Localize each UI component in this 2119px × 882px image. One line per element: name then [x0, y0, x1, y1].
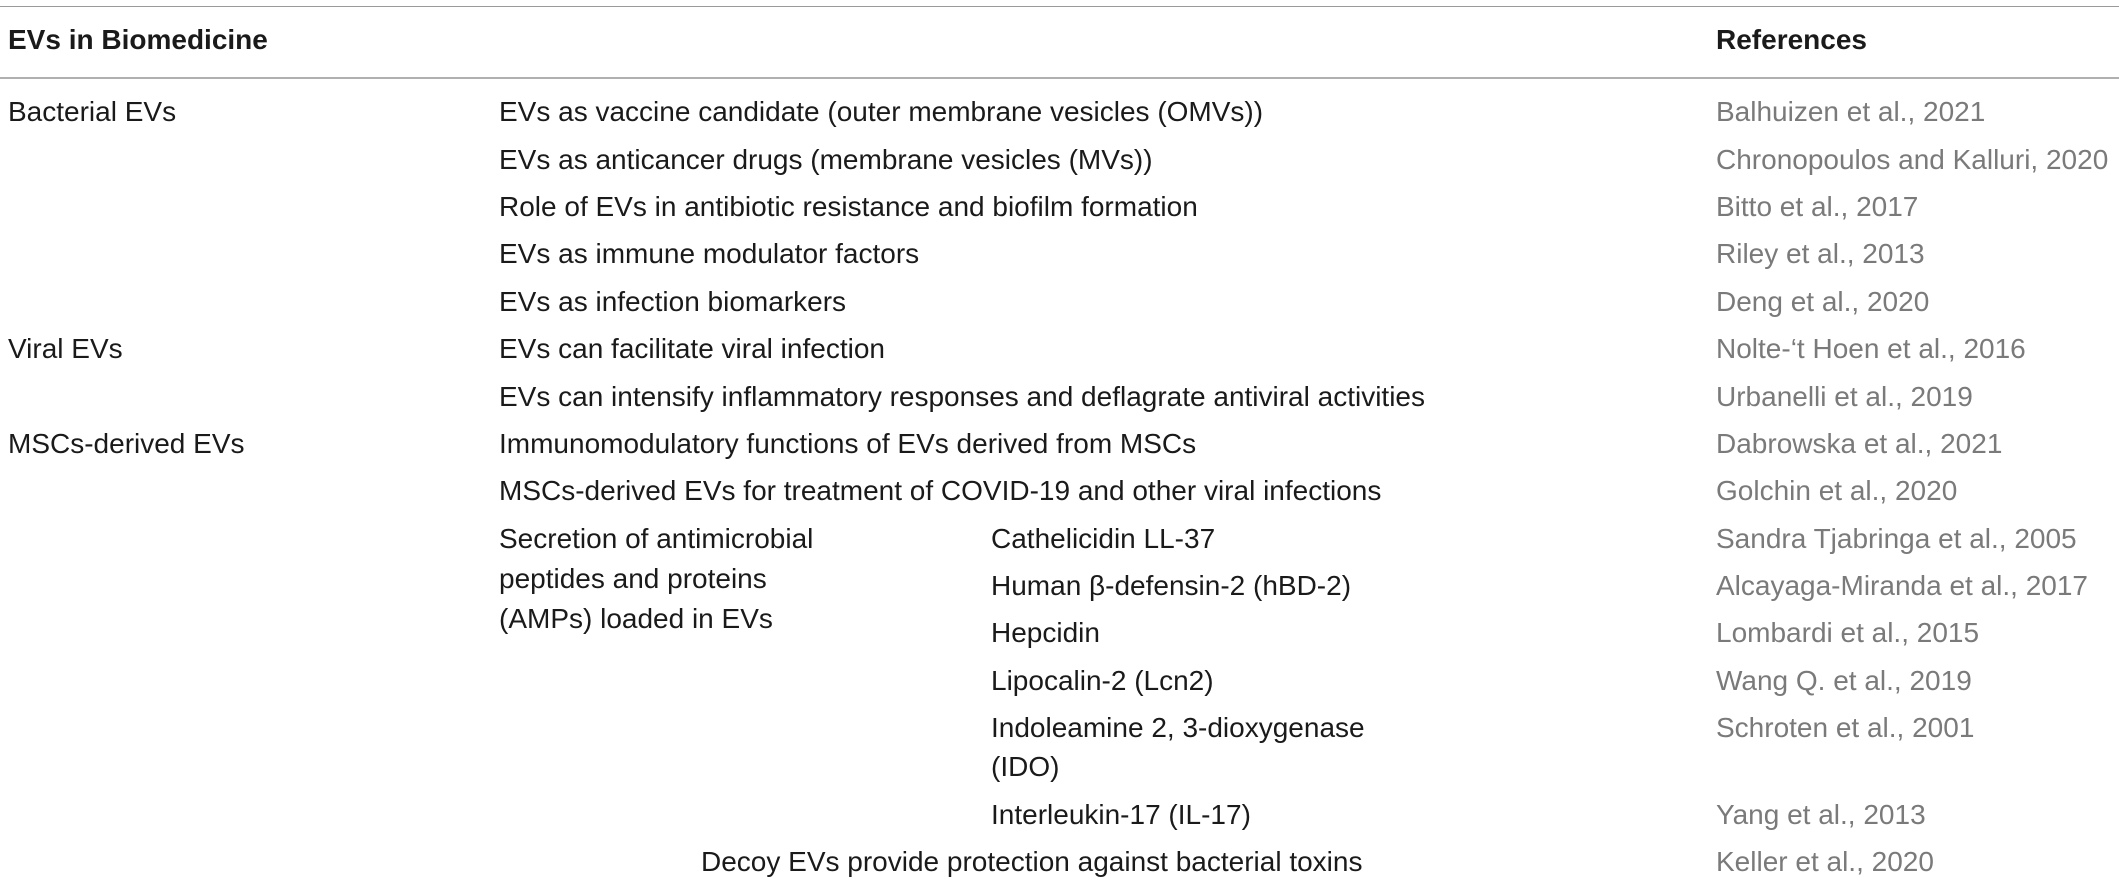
row-description: Role of EVs in antibiotic resistance and biofilm formation: [499, 191, 1198, 222]
row-description: EVs as anticancer drugs (membrane vesicles (MVs)): [499, 144, 1153, 175]
row-reference: Nolte-‘t Hoen et al., 2016: [1716, 333, 2026, 364]
amp-reference: Alcayaga-Miranda et al., 2017: [1716, 570, 2088, 601]
amp-reference: Lombardi et al., 2015: [1716, 617, 1980, 648]
amp-reference: Wang Q. et al., 2019: [1716, 665, 1972, 696]
amp-item: Hepcidin: [991, 617, 1100, 648]
row-reference: Bitto et al., 2017: [1716, 191, 1919, 222]
header-topic: EVs in Biomedicine: [8, 24, 268, 55]
decoy-reference: Keller et al., 2020: [1716, 846, 1934, 877]
amp-group-label-line: peptides and proteins: [499, 563, 767, 594]
row-description: Immunomodulatory functions of EVs derived from MSCs: [499, 428, 1197, 459]
amp-reference: Schroten et al., 2001: [1716, 712, 1975, 743]
amp-group-label-line: (AMPs) loaded in EVs: [499, 603, 773, 634]
category-bacterial: Bacterial EVs: [8, 96, 177, 127]
row-description: EVs can intensify inflammatory responses and deflagrate antiviral activities: [499, 381, 1425, 412]
amp-item: Human β-defensin-2 (hBD-2): [991, 570, 1352, 601]
top-rule: [0, 6, 2119, 7]
row-reference: Chronopoulos and Kalluri, 2020: [1716, 144, 2109, 175]
row-reference: Deng et al., 2020: [1716, 286, 1930, 317]
row-reference: Dabrowska et al., 2021: [1716, 428, 2003, 459]
row-reference: Balhuizen et al., 2021: [1716, 96, 1986, 127]
amp-item: Indoleamine 2, 3-dioxygenase: [991, 712, 1365, 743]
row-description: EVs as immune modulator factors: [499, 238, 920, 269]
row-reference: Riley et al., 2013: [1716, 238, 1925, 269]
amp-item: (IDO): [991, 751, 1060, 782]
amp-reference: Yang et al., 2013: [1716, 799, 1926, 830]
row-description: MSCs-derived EVs for treatment of COVID-19 and other viral infections: [499, 475, 1382, 506]
category-mscs: MSCs-derived EVs: [8, 428, 245, 459]
amp-item: Cathelicidin LL-37: [991, 523, 1216, 554]
row-description: EVs as infection biomarkers: [499, 286, 847, 317]
row-reference: Golchin et al., 2020: [1716, 475, 1958, 506]
row-description: EVs as vaccine candidate (outer membrane vesicles (OMVs)): [499, 96, 1264, 127]
amp-item: Lipocalin-2 (Lcn2): [991, 665, 1214, 696]
amp-group-label-line: Secretion of antimicrobial: [499, 523, 814, 554]
category-viral: Viral EVs: [8, 333, 123, 364]
amp-reference: Sandra Tjabringa et al., 2005: [1716, 523, 2077, 554]
header-rule: [0, 77, 2119, 79]
row-description: EVs can facilitate viral infection: [499, 333, 885, 364]
header-references: References: [1716, 24, 1867, 55]
decoy-description: Decoy EVs provide protection against bacterial toxins: [701, 846, 1363, 877]
amp-item: Interleukin-17 (IL-17): [991, 799, 1251, 830]
row-reference: Urbanelli et al., 2019: [1716, 381, 1973, 412]
